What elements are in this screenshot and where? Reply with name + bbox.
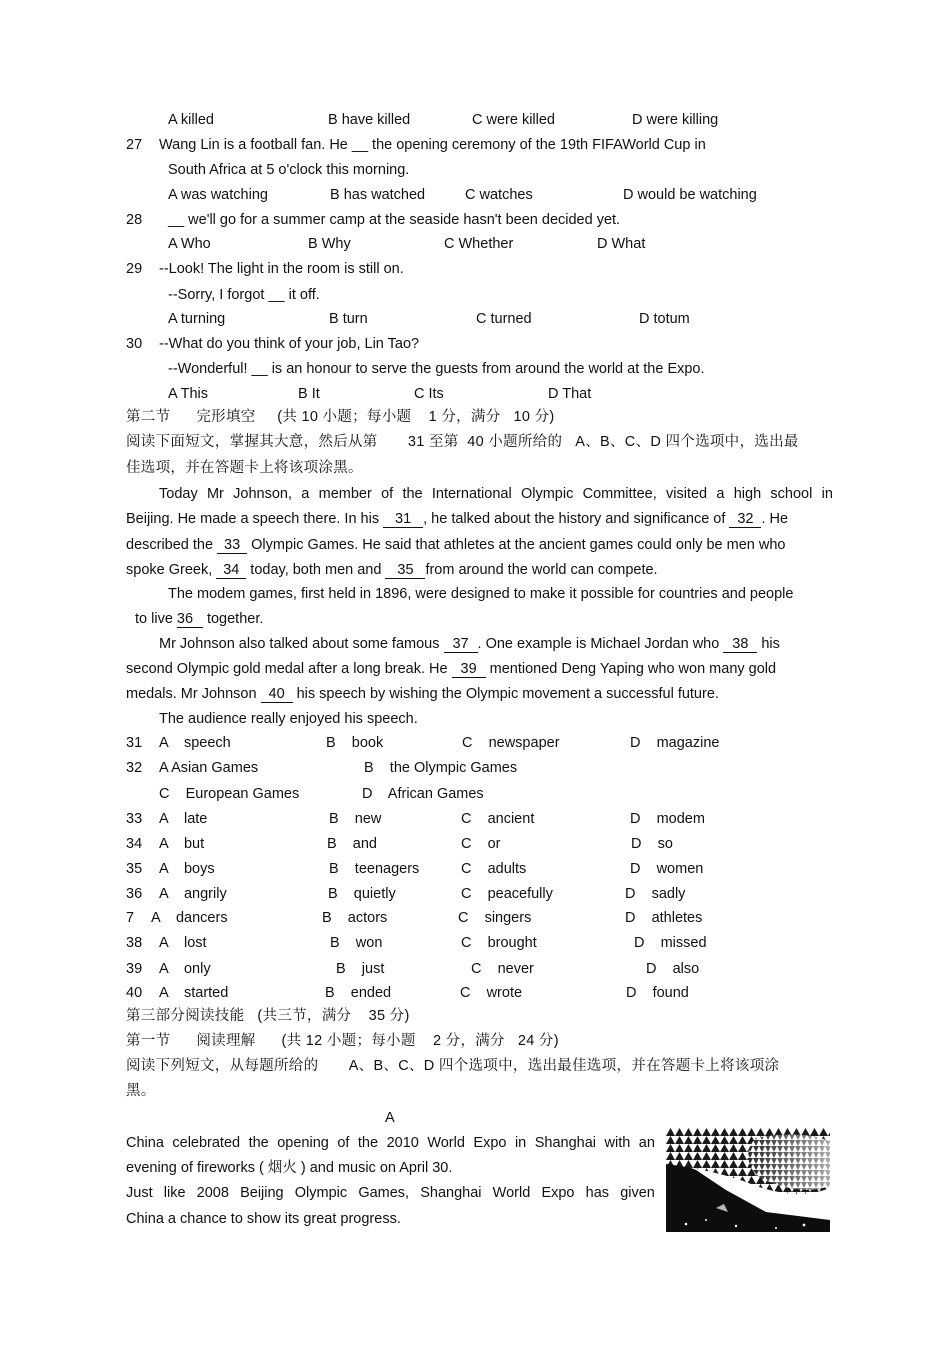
answer-option-d[interactable]: D modem bbox=[630, 811, 705, 827]
passage-text: Olympic Games. He said that athletes at the ancient games could only be men who bbox=[247, 537, 786, 553]
answer-option-d[interactable]: D also bbox=[646, 961, 700, 977]
passage-text: his bbox=[757, 636, 780, 652]
answer-option-a[interactable]: A started bbox=[159, 985, 229, 1001]
passage-p1-line1-words bbox=[159, 485, 833, 503]
q26-option-a[interactable]: A killed bbox=[168, 112, 214, 128]
expo-building-graphic bbox=[666, 1128, 830, 1232]
q29-stem-line1: --Look! The light in the room is still on. bbox=[159, 261, 404, 277]
passage-text: Beijing. He made a speech there. In his bbox=[126, 511, 384, 527]
answer-number: 36 bbox=[126, 886, 143, 902]
passage-p2-line1: The modem games, first held in 1896, were designed to make it possible for countries and people bbox=[168, 586, 794, 602]
answer-option-b[interactable]: B book bbox=[326, 735, 384, 751]
q28-option-c[interactable]: C Whether bbox=[444, 236, 514, 252]
q29-option-c[interactable]: C turned bbox=[476, 311, 532, 327]
q29-option-d[interactable]: D totum bbox=[639, 311, 690, 327]
word: like bbox=[163, 1185, 186, 1201]
part3-instruction-line1: 阅读下列短文，从每题所给的 A、B、C、D 四个选项中，选出最佳选项，并在答题卡上将该项涂 bbox=[126, 1058, 780, 1074]
word: the bbox=[248, 1135, 269, 1151]
answer-option-b[interactable]: B quietly bbox=[328, 886, 396, 902]
answer-option-b[interactable]: B and bbox=[327, 836, 377, 852]
answer-number: 32 bbox=[126, 760, 143, 776]
answer-option-a[interactable]: A but bbox=[159, 836, 205, 852]
expo-building-image bbox=[666, 1128, 830, 1232]
passage-p1-line2 bbox=[126, 510, 788, 528]
answer-option-a[interactable]: A dancers bbox=[151, 910, 228, 926]
word: an bbox=[638, 1135, 655, 1151]
word: 2008 bbox=[196, 1185, 229, 1201]
answer-option-c[interactable]: C ancient bbox=[461, 811, 535, 827]
section2-instruction-line1: 阅读下面短文，掌握其大意，然后从第 31 至第 40 小题所给的 A、B、C、D 四个选项中，选出最 bbox=[126, 434, 799, 450]
q29-stem-line2: --Sorry, I forgot __ it off. bbox=[168, 287, 320, 303]
passage-text: medals. Mr Johnson bbox=[126, 686, 261, 702]
q29-option-a[interactable]: A turning bbox=[168, 311, 226, 327]
passage-text: today, both men and bbox=[246, 562, 386, 578]
word: 2010 bbox=[386, 1135, 419, 1151]
answer-option-d[interactable]: D African Games bbox=[362, 786, 484, 802]
answer-option-b[interactable]: B won bbox=[330, 935, 383, 951]
q28-option-a[interactable]: A Who bbox=[168, 236, 211, 252]
answer-option-b[interactable]: B the Olympic Games bbox=[364, 760, 518, 776]
passage-p1-line1 bbox=[159, 485, 833, 503]
word: China bbox=[126, 1135, 164, 1151]
word: in bbox=[514, 1135, 527, 1151]
q27-number: 27 bbox=[126, 137, 143, 153]
word: Shanghai bbox=[534, 1135, 597, 1151]
passage-p3-line2 bbox=[126, 660, 776, 678]
answer-option-a[interactable]: A lost bbox=[159, 935, 207, 951]
answer-option-a[interactable]: A boys bbox=[159, 861, 215, 877]
blank-33[interactable]: 33 bbox=[217, 538, 247, 554]
word: the bbox=[402, 486, 423, 502]
word: Committee, bbox=[582, 486, 657, 502]
q30-stem-line2: --Wonderful! __ is an honour to serve the guests from around the world at the Expo. bbox=[168, 361, 705, 377]
answer-option-c[interactable]: C brought bbox=[461, 935, 537, 951]
answer-option-d[interactable]: D so bbox=[631, 836, 673, 852]
blank-39[interactable]: 39 bbox=[452, 662, 486, 678]
answer-option-b[interactable]: B just bbox=[336, 961, 385, 977]
word: Mr bbox=[206, 486, 224, 502]
answer-option-d[interactable]: D sadly bbox=[625, 886, 686, 902]
blank-31[interactable]: 31 bbox=[383, 512, 423, 528]
passage-text: together. bbox=[206, 611, 264, 627]
q30-option-c[interactable]: C Its bbox=[414, 386, 444, 402]
answer-option-c[interactable]: C never bbox=[471, 961, 534, 977]
answer-option-c[interactable]: C wrote bbox=[460, 985, 523, 1001]
q28-option-d[interactable]: D What bbox=[597, 236, 646, 252]
q30-option-a[interactable]: A This bbox=[168, 386, 209, 402]
q29-option-b[interactable]: B turn bbox=[329, 311, 368, 327]
passage-text: Mr Johnson also talked about some famous bbox=[159, 636, 444, 652]
q27-option-a[interactable]: A was watching bbox=[168, 187, 268, 203]
q27-stem-line2: South Africa at 5 o'clock this morning. bbox=[168, 162, 410, 178]
passage-text: from around the world can compete. bbox=[425, 562, 658, 578]
q27-stem-line1: Wang Lin is a football fan. He __ the opening ceremony of the 19th FIFAWorld Cup in bbox=[159, 137, 706, 153]
passage-p2-line2 bbox=[135, 610, 263, 628]
word: Expo bbox=[473, 1135, 507, 1151]
reading-a-line4: China a chance to show its great progress. bbox=[126, 1211, 401, 1227]
word: visited bbox=[666, 486, 708, 502]
answer-number: 39 bbox=[126, 961, 143, 977]
q27-option-b[interactable]: B has watched bbox=[330, 187, 426, 203]
q26-option-d[interactable]: D were killing bbox=[632, 112, 719, 128]
answer-number: 7 bbox=[126, 910, 135, 926]
blank-36[interactable]: 36 bbox=[177, 612, 203, 628]
word: Beijing bbox=[240, 1185, 284, 1201]
answer-option-d[interactable]: D magazine bbox=[630, 735, 720, 751]
q28-stem: __ we'll go for a summer camp at the seaside hasn't been decided yet. bbox=[168, 212, 621, 228]
word: of bbox=[381, 486, 394, 502]
word: Just bbox=[126, 1185, 153, 1201]
answer-option-c[interactable]: C or bbox=[461, 836, 501, 852]
section2-instruction-line2: 佳选项，并在答题卡上将该项涂黑。 bbox=[126, 460, 363, 476]
word: Shanghai bbox=[420, 1185, 482, 1201]
passage-p3-line1 bbox=[159, 635, 780, 653]
q30-number: 30 bbox=[126, 336, 143, 352]
answer-option-b[interactable]: B teenagers bbox=[329, 861, 420, 877]
passage-p4: The audience really enjoyed his speech. bbox=[159, 711, 418, 727]
passage-text: described the bbox=[126, 537, 218, 553]
q28-number: 28 bbox=[126, 212, 143, 228]
word: has bbox=[585, 1185, 610, 1201]
passage-text: mentioned Deng Yaping who won many gold bbox=[485, 661, 777, 677]
reading-a-label: A bbox=[385, 1110, 395, 1126]
answer-option-c[interactable]: C European Games bbox=[159, 786, 300, 802]
answer-number: 31 bbox=[126, 735, 143, 751]
answer-number: 33 bbox=[126, 811, 143, 827]
blank-40[interactable]: 40 bbox=[261, 687, 293, 703]
passage-p1-line3 bbox=[126, 536, 785, 554]
passage-text: his speech by wishing the Olympic movement a successful future. bbox=[292, 686, 719, 702]
q28-option-b[interactable]: B Why bbox=[308, 236, 351, 252]
answer-option-a[interactable]: A angrily bbox=[159, 886, 227, 902]
part3-section1-heading: 第一节 阅读理解 (共 12 小题；每小题 2 分，满分 24 分) bbox=[126, 1033, 559, 1049]
answer-option-c[interactable]: C adults bbox=[461, 861, 527, 877]
word: school bbox=[770, 486, 813, 502]
reading-a-line1 bbox=[126, 1134, 655, 1152]
q26-option-c[interactable]: C were killed bbox=[472, 112, 555, 128]
word: Expo bbox=[541, 1185, 575, 1201]
word: in bbox=[821, 486, 833, 502]
answer-option-b[interactable]: B new bbox=[329, 811, 382, 827]
reading-a-line1-words bbox=[126, 1134, 655, 1152]
blank-34[interactable]: 34 bbox=[216, 563, 246, 579]
answer-number: 35 bbox=[126, 861, 143, 877]
blank-35[interactable]: 35 bbox=[385, 563, 425, 579]
answer-option-d[interactable]: D missed bbox=[634, 935, 707, 951]
word: World bbox=[492, 1185, 531, 1201]
answer-number: 40 bbox=[126, 985, 143, 1001]
word: International bbox=[431, 486, 512, 502]
passage-text: . One example is Michael Jordan who bbox=[477, 636, 724, 652]
passage-text: to live bbox=[135, 611, 177, 627]
reading-a-line2: evening of fireworks ( 烟火 ) and music on April 30. bbox=[126, 1160, 453, 1176]
answer-option-b[interactable]: B ended bbox=[325, 985, 392, 1001]
word: celebrated bbox=[172, 1135, 241, 1151]
answer-option-c[interactable]: C newspaper bbox=[462, 735, 560, 751]
q26-option-b[interactable]: B have killed bbox=[328, 112, 411, 128]
answer-option-c[interactable]: C singers bbox=[458, 910, 532, 926]
passage-text: second Olympic gold medal after a long break. He bbox=[126, 661, 452, 677]
word: given bbox=[620, 1185, 655, 1201]
answer-option-b[interactable]: B actors bbox=[322, 910, 388, 926]
word: Olympic bbox=[294, 1185, 348, 1201]
q27-option-d[interactable]: D would be watching bbox=[623, 187, 757, 203]
q30-stem-line1: --What do you think of your job, Lin Tao? bbox=[159, 336, 420, 352]
q29-number: 29 bbox=[126, 261, 143, 277]
part3-instruction-line2: 黑。 bbox=[126, 1083, 156, 1099]
answer-number: 34 bbox=[126, 836, 143, 852]
word: with bbox=[604, 1135, 631, 1151]
passage-p1-line4 bbox=[126, 561, 658, 579]
blank-37[interactable]: 37 bbox=[444, 637, 478, 653]
reading-a-line3 bbox=[126, 1184, 655, 1202]
word: Games, bbox=[358, 1185, 410, 1201]
passage-text: spoke Greek, bbox=[126, 562, 217, 578]
q30-option-d[interactable]: D That bbox=[548, 386, 592, 402]
answer-option-d[interactable]: D women bbox=[630, 861, 704, 877]
blank-38[interactable]: 38 bbox=[723, 637, 757, 653]
reading-a-line3-words bbox=[126, 1184, 655, 1202]
word: a bbox=[716, 486, 725, 502]
answer-option-d[interactable]: D athletes bbox=[625, 910, 703, 926]
word: Johnson, bbox=[233, 486, 293, 502]
q27-option-c[interactable]: C watches bbox=[465, 187, 533, 203]
passage-p3-line3 bbox=[126, 685, 719, 703]
answer-number: 38 bbox=[126, 935, 143, 951]
answer-option-c[interactable]: C peacefully bbox=[461, 886, 553, 902]
word: Olympic bbox=[520, 486, 574, 502]
word: of bbox=[337, 1135, 350, 1151]
word: member bbox=[318, 486, 372, 502]
q30-option-b[interactable]: B It bbox=[298, 386, 320, 402]
word: opening bbox=[277, 1135, 329, 1151]
answer-option-a[interactable]: A only bbox=[159, 961, 211, 977]
part3-heading: 第三部分阅读技能 (共三节，满分 35 分) bbox=[126, 1008, 410, 1024]
answer-option-d[interactable]: D found bbox=[626, 985, 689, 1001]
answer-option-a[interactable]: A Asian Games bbox=[159, 760, 259, 776]
section2-heading: 第二节 完形填空 (共 10 小题；每小题 1 分，满分 10 分) bbox=[126, 409, 555, 425]
word: a bbox=[301, 486, 310, 502]
answer-option-a[interactable]: A late bbox=[159, 811, 208, 827]
blank-32[interactable]: 32 bbox=[729, 512, 761, 528]
answer-option-a[interactable]: A speech bbox=[159, 735, 231, 751]
passage-text: . He bbox=[761, 511, 789, 527]
word: World bbox=[427, 1135, 465, 1151]
word: Today bbox=[159, 486, 198, 502]
passage-text: , he talked about the history and significance of bbox=[423, 511, 730, 527]
word: high bbox=[733, 486, 762, 502]
word: the bbox=[357, 1135, 379, 1151]
